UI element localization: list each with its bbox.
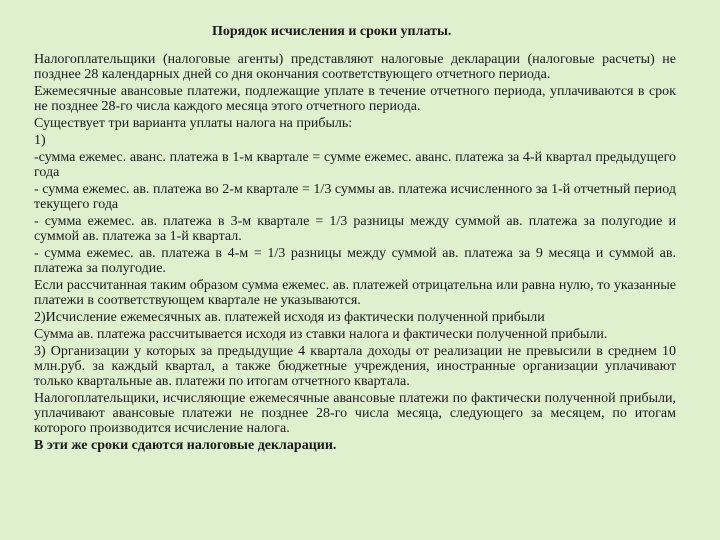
paragraph-option-2: 2)Исчисление ежемесячных ав. платежей исходя из фактически полученной прибыли (34, 310, 545, 325)
paragraph-declaration-deadline: Налогоплательщики (налоговые агенты) представляют налоговые декларации (налоговые расчеты) не позднее 28 календарных дней со дня окончания соответствующего отчетного периода. (34, 52, 676, 82)
slide-body (34, 52, 676, 453)
paragraph-q3-rule: - сумма ежемес. ав. платежа в 3-м квартале = 1/3 разницы между суммой ав. платежа за полугодие и суммой ав. платежа за 1-й квартал. (34, 214, 676, 244)
paragraph-q1-rule: -сумма ежемес. аванс. платежа в 1-м квартале = сумме ежемес. аванс. платежа за 4-й квартал предыдущего года (34, 150, 676, 180)
paragraph-option-1-marker: 1) (34, 133, 46, 148)
slide-title: Порядок исчисления и сроки уплаты. (212, 24, 452, 39)
paragraph-three-options: Существует три варианта уплаты налога на прибыль: (34, 116, 353, 131)
paragraph-option-2-calc: Сумма ав. платежа рассчитывается исходя из ставки налога и фактически полученной прибыли. (34, 327, 608, 342)
paragraph-negative-sum: Если рассчитанная таким образом сумма ежемес. ав. платежей отрицательна или равна нулю, то указанные платежи в соответствующем квартале не указываются. (34, 278, 676, 308)
paragraph-actual-profit-payers: Налогоплательщики, исчисляющие ежемесячные авансовые платежи по фактически полученной прибыли, уплачивают авансовые платежи не позднее 28-го числа месяца, следующего за месяцем, по итогам которого производится исчисление налога. (34, 391, 676, 436)
paragraph-q2-rule: - сумма ежемес. ав. платежа во 2-м квартале = 1/3 суммы ав. платежа исчисленного за 1-й отчетный период текущего года (34, 182, 676, 212)
paragraph-option-3: 3) Организации у которых за предыдущие 4 квартала доходы от реализации не превысили в среднем 10 млн.руб. за каждый квартал, а также бюджетные учреждения, иностранные организации уплачивают только квартальные ав. платежи по итогам отчетного квартала. (34, 344, 676, 389)
paragraph-closing: В эти же сроки сдаются налоговые декларации. (34, 438, 337, 453)
paragraph-q4-rule: - сумма ежемес. ав. платежа в 4-м = 1/3 разницы между суммой ав. платежа за 9 месяца и суммой ав. платежа за полугодие. (34, 246, 676, 276)
paragraph-monthly-payments: Ежемесячные авансовые платежи, подлежащие уплате в течение отчетного периода, уплачиваются в срок не позднее 28-го числа каждого месяца этого отчетного периода. (34, 84, 676, 114)
